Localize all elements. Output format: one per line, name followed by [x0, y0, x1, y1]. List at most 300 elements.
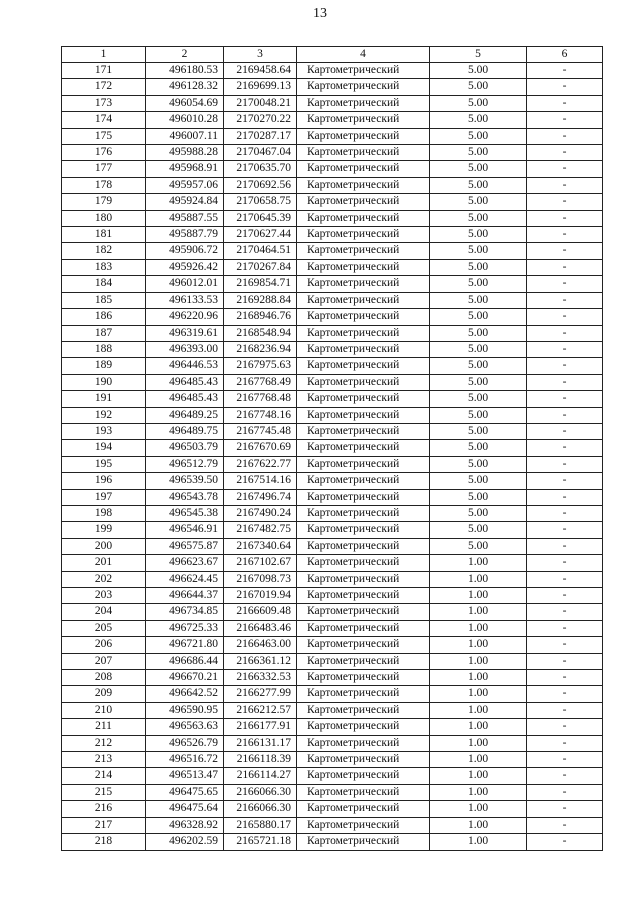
cell-coord-y: 2167340.64: [224, 538, 297, 554]
cell-note: -: [527, 719, 603, 735]
cell-coord-x: 496007.11: [146, 128, 224, 144]
table-row: [62, 95, 603, 111]
cell-note: -: [527, 112, 603, 128]
cell-note: -: [527, 79, 603, 95]
cell-point-number: 182: [62, 243, 146, 259]
cell-coord-x: 496543.78: [146, 489, 224, 505]
cell-note: -: [527, 555, 603, 571]
cell-method: Картометрический: [297, 817, 430, 833]
cell-coord-x: 496010.28: [146, 112, 224, 128]
cell-note: -: [527, 473, 603, 489]
cell-coord-y: 2166463.00: [224, 637, 297, 653]
cell-note: -: [527, 145, 603, 161]
table-row: [62, 325, 603, 341]
cell-method: Картометрический: [297, 505, 430, 521]
cell-method: Картометрический: [297, 456, 430, 472]
cell-accuracy: 5.00: [430, 489, 527, 505]
cell-method: Картометрический: [297, 63, 430, 79]
header-col-3: 3: [224, 47, 297, 63]
cell-method: Картометрический: [297, 227, 430, 243]
cell-coord-x: 495887.55: [146, 210, 224, 226]
cell-coord-y: 2167670.69: [224, 440, 297, 456]
cell-method: Картометрический: [297, 588, 430, 604]
cell-note: -: [527, 243, 603, 259]
cell-point-number: 193: [62, 423, 146, 439]
cell-accuracy: 1.00: [430, 670, 527, 686]
cell-coord-x: 496516.72: [146, 752, 224, 768]
cell-note: -: [527, 817, 603, 833]
cell-method: Картометрический: [297, 292, 430, 308]
cell-note: -: [527, 571, 603, 587]
cell-note: -: [527, 358, 603, 374]
cell-coord-x: 496644.37: [146, 588, 224, 604]
cell-note: -: [527, 505, 603, 521]
cell-point-number: 213: [62, 752, 146, 768]
cell-method: Картометрический: [297, 161, 430, 177]
cell-coord-x: 496734.85: [146, 604, 224, 620]
cell-point-number: 209: [62, 686, 146, 702]
table-row: [62, 374, 603, 390]
cell-method: Картометрический: [297, 210, 430, 226]
cell-coord-y: 2166361.12: [224, 653, 297, 669]
cell-accuracy: 1.00: [430, 604, 527, 620]
cell-method: Картометрический: [297, 145, 430, 161]
table-row: [62, 161, 603, 177]
cell-coord-y: 2166118.39: [224, 752, 297, 768]
table-row: [62, 210, 603, 226]
cell-method: Картометрический: [297, 325, 430, 341]
cell-coord-y: 2170635.70: [224, 161, 297, 177]
cell-coord-y: 2170627.44: [224, 227, 297, 243]
cell-method: Картометрический: [297, 784, 430, 800]
cell-accuracy: 5.00: [430, 456, 527, 472]
cell-method: Картометрический: [297, 752, 430, 768]
cell-point-number: 206: [62, 637, 146, 653]
cell-coord-y: 2166066.30: [224, 784, 297, 800]
cell-coord-y: 2170467.04: [224, 145, 297, 161]
cell-note: -: [527, 194, 603, 210]
cell-accuracy: 5.00: [430, 276, 527, 292]
cell-point-number: 186: [62, 309, 146, 325]
cell-coord-y: 2166609.48: [224, 604, 297, 620]
cell-method: Картометрический: [297, 112, 430, 128]
cell-accuracy: 5.00: [430, 423, 527, 439]
cell-coord-x: 496623.67: [146, 555, 224, 571]
cell-accuracy: 5.00: [430, 145, 527, 161]
cell-coord-y: 2170658.75: [224, 194, 297, 210]
cell-point-number: 202: [62, 571, 146, 587]
cell-accuracy: 5.00: [430, 227, 527, 243]
cell-coord-x: 496539.50: [146, 473, 224, 489]
cell-note: -: [527, 374, 603, 390]
cell-point-number: 175: [62, 128, 146, 144]
cell-method: Картометрический: [297, 440, 430, 456]
cell-accuracy: 5.00: [430, 177, 527, 193]
cell-coord-x: 495906.72: [146, 243, 224, 259]
cell-point-number: 218: [62, 834, 146, 850]
cell-coord-y: 2166177.91: [224, 719, 297, 735]
cell-point-number: 203: [62, 588, 146, 604]
cell-point-number: 208: [62, 670, 146, 686]
cell-point-number: 183: [62, 259, 146, 275]
cell-accuracy: 1.00: [430, 834, 527, 850]
cell-coord-x: 496128.32: [146, 79, 224, 95]
cell-accuracy: 5.00: [430, 63, 527, 79]
cell-method: Картометрический: [297, 620, 430, 636]
cell-point-number: 178: [62, 177, 146, 193]
cell-coord-y: 2169458.64: [224, 63, 297, 79]
table-row: [62, 719, 603, 735]
cell-note: -: [527, 210, 603, 226]
cell-method: Картометрический: [297, 128, 430, 144]
header-col-1: 1: [62, 47, 146, 63]
cell-method: Картометрический: [297, 391, 430, 407]
table-row: [62, 341, 603, 357]
cell-point-number: 172: [62, 79, 146, 95]
cell-coord-x: 495887.79: [146, 227, 224, 243]
cell-accuracy: 1.00: [430, 735, 527, 751]
cell-note: -: [527, 686, 603, 702]
cell-method: Картометрический: [297, 423, 430, 439]
cell-note: -: [527, 407, 603, 423]
cell-coord-y: 2166332.53: [224, 670, 297, 686]
cell-method: Картометрический: [297, 801, 430, 817]
cell-method: Картометрический: [297, 686, 430, 702]
cell-note: -: [527, 752, 603, 768]
cell-coord-y: 2169288.84: [224, 292, 297, 308]
cell-note: -: [527, 538, 603, 554]
table-row: [62, 505, 603, 521]
cell-note: -: [527, 128, 603, 144]
cell-accuracy: 5.00: [430, 259, 527, 275]
cell-method: Картометрический: [297, 670, 430, 686]
cell-coord-x: 496526.79: [146, 735, 224, 751]
cell-coord-x: 496624.45: [146, 571, 224, 587]
cell-method: Картометрический: [297, 374, 430, 390]
cell-note: -: [527, 95, 603, 111]
cell-coord-y: 2166066.30: [224, 801, 297, 817]
cell-point-number: 187: [62, 325, 146, 341]
cell-coord-x: 496670.21: [146, 670, 224, 686]
cell-accuracy: 5.00: [430, 358, 527, 374]
cell-note: -: [527, 227, 603, 243]
cell-accuracy: 1.00: [430, 653, 527, 669]
cell-coord-y: 2167768.48: [224, 391, 297, 407]
cell-accuracy: 1.00: [430, 702, 527, 718]
cell-point-number: 184: [62, 276, 146, 292]
cell-point-number: 192: [62, 407, 146, 423]
cell-point-number: 174: [62, 112, 146, 128]
cell-coord-x: 495988.28: [146, 145, 224, 161]
cell-note: -: [527, 489, 603, 505]
cell-note: -: [527, 637, 603, 653]
table-row: [62, 456, 603, 472]
cell-coord-x: 496503.79: [146, 440, 224, 456]
cell-coord-y: 2166277.99: [224, 686, 297, 702]
cell-note: -: [527, 834, 603, 850]
cell-point-number: 211: [62, 719, 146, 735]
cell-method: Картометрический: [297, 604, 430, 620]
cell-accuracy: 1.00: [430, 637, 527, 653]
cell-accuracy: 5.00: [430, 210, 527, 226]
cell-accuracy: 1.00: [430, 620, 527, 636]
cell-coord-y: 2167748.16: [224, 407, 297, 423]
cell-coord-x: 496012.01: [146, 276, 224, 292]
cell-point-number: 176: [62, 145, 146, 161]
cell-coord-x: 495924.84: [146, 194, 224, 210]
cell-point-number: 210: [62, 702, 146, 718]
cell-accuracy: 5.00: [430, 341, 527, 357]
cell-method: Картометрический: [297, 177, 430, 193]
cell-coord-y: 2170287.17: [224, 128, 297, 144]
cell-method: Картометрический: [297, 95, 430, 111]
cell-point-number: 197: [62, 489, 146, 505]
cell-note: -: [527, 325, 603, 341]
cell-method: Картометрический: [297, 194, 430, 210]
cell-coord-y: 2167745.48: [224, 423, 297, 439]
cell-coord-x: 496513.47: [146, 768, 224, 784]
cell-coord-x: 495968.91: [146, 161, 224, 177]
cell-point-number: 217: [62, 817, 146, 833]
cell-point-number: 190: [62, 374, 146, 390]
cell-note: -: [527, 161, 603, 177]
table-row: [62, 637, 603, 653]
cell-accuracy: 5.00: [430, 292, 527, 308]
cell-point-number: 180: [62, 210, 146, 226]
table-row: [62, 588, 603, 604]
cell-method: Картометрический: [297, 341, 430, 357]
cell-point-number: 189: [62, 358, 146, 374]
cell-method: Картометрический: [297, 473, 430, 489]
table-header-row: [62, 47, 603, 63]
cell-note: -: [527, 784, 603, 800]
table-row: [62, 604, 603, 620]
cell-coord-x: 496489.25: [146, 407, 224, 423]
cell-point-number: 181: [62, 227, 146, 243]
table-row: [62, 145, 603, 161]
table-row: [62, 63, 603, 79]
cell-note: -: [527, 670, 603, 686]
cell-accuracy: 5.00: [430, 522, 527, 538]
cell-point-number: 201: [62, 555, 146, 571]
table-row: [62, 292, 603, 308]
cell-note: -: [527, 620, 603, 636]
cell-accuracy: 5.00: [430, 128, 527, 144]
cell-point-number: 216: [62, 801, 146, 817]
cell-accuracy: 1.00: [430, 571, 527, 587]
table-row: [62, 128, 603, 144]
cell-accuracy: 1.00: [430, 752, 527, 768]
cell-accuracy: 5.00: [430, 538, 527, 554]
cell-coord-x: 496485.43: [146, 374, 224, 390]
cell-method: Картометрический: [297, 571, 430, 587]
table-row: [62, 177, 603, 193]
cell-accuracy: 5.00: [430, 112, 527, 128]
cell-coord-y: 2169699.13: [224, 79, 297, 95]
cell-method: Картометрический: [297, 79, 430, 95]
cell-coord-y: 2168946.76: [224, 309, 297, 325]
cell-coord-y: 2167768.49: [224, 374, 297, 390]
cell-coord-x: 496489.75: [146, 423, 224, 439]
cell-coord-x: 496721.80: [146, 637, 224, 653]
table-row: [62, 489, 603, 505]
cell-coord-y: 2166114.27: [224, 768, 297, 784]
cell-coord-x: 496590.95: [146, 702, 224, 718]
cell-note: -: [527, 292, 603, 308]
cell-coord-y: 2167098.73: [224, 571, 297, 587]
cell-point-number: 191: [62, 391, 146, 407]
cell-note: -: [527, 801, 603, 817]
cell-point-number: 212: [62, 735, 146, 751]
cell-coord-y: 2165880.17: [224, 817, 297, 833]
cell-note: -: [527, 63, 603, 79]
cell-coord-y: 2167019.94: [224, 588, 297, 604]
table-row: [62, 391, 603, 407]
cell-method: Картометрический: [297, 243, 430, 259]
cell-method: Картометрический: [297, 555, 430, 571]
cell-accuracy: 1.00: [430, 686, 527, 702]
cell-note: -: [527, 440, 603, 456]
cell-note: -: [527, 309, 603, 325]
cell-coord-y: 2167514.16: [224, 473, 297, 489]
cell-coord-y: 2170048.21: [224, 95, 297, 111]
table-row: [62, 620, 603, 636]
cell-accuracy: 5.00: [430, 79, 527, 95]
cell-coord-x: 496563.63: [146, 719, 224, 735]
cell-accuracy: 1.00: [430, 555, 527, 571]
cell-coord-x: 496485.43: [146, 391, 224, 407]
cell-coord-y: 2170692.56: [224, 177, 297, 193]
header-col-6: 6: [527, 47, 603, 63]
cell-point-number: 215: [62, 784, 146, 800]
cell-note: -: [527, 653, 603, 669]
table-row: [62, 555, 603, 571]
cell-point-number: 185: [62, 292, 146, 308]
table-row: [62, 522, 603, 538]
cell-coord-x: 496133.53: [146, 292, 224, 308]
cell-coord-y: 2166212.57: [224, 702, 297, 718]
table-row: [62, 752, 603, 768]
cell-note: -: [527, 456, 603, 472]
cell-point-number: 200: [62, 538, 146, 554]
cell-point-number: 194: [62, 440, 146, 456]
cell-point-number: 171: [62, 63, 146, 79]
cell-coord-x: 496220.96: [146, 309, 224, 325]
cell-accuracy: 1.00: [430, 801, 527, 817]
cell-coord-x: 496393.00: [146, 341, 224, 357]
cell-coord-y: 2166483.46: [224, 620, 297, 636]
cell-method: Картометрический: [297, 834, 430, 850]
cell-accuracy: 1.00: [430, 817, 527, 833]
cell-coord-y: 2167975.63: [224, 358, 297, 374]
cell-accuracy: 1.00: [430, 768, 527, 784]
cell-accuracy: 5.00: [430, 473, 527, 489]
cell-accuracy: 5.00: [430, 243, 527, 259]
table-row: [62, 79, 603, 95]
cell-note: -: [527, 735, 603, 751]
table-row: [62, 834, 603, 850]
cell-coord-y: 2170267.84: [224, 259, 297, 275]
table-body: [62, 63, 603, 851]
cell-coord-x: 496054.69: [146, 95, 224, 111]
cell-accuracy: 5.00: [430, 391, 527, 407]
header-col-5: 5: [430, 47, 527, 63]
cell-note: -: [527, 588, 603, 604]
cell-method: Картометрический: [297, 719, 430, 735]
table-row: [62, 801, 603, 817]
cell-point-number: 204: [62, 604, 146, 620]
cell-coord-x: 496475.64: [146, 801, 224, 817]
cell-coord-x: 496475.65: [146, 784, 224, 800]
table-row: [62, 309, 603, 325]
cell-coord-y: 2170645.39: [224, 210, 297, 226]
cell-point-number: 198: [62, 505, 146, 521]
cell-accuracy: 1.00: [430, 719, 527, 735]
cell-coord-x: 496686.44: [146, 653, 224, 669]
cell-note: -: [527, 702, 603, 718]
header-col-4: 4: [297, 47, 430, 63]
table-row: [62, 423, 603, 439]
cell-accuracy: 1.00: [430, 588, 527, 604]
cell-point-number: 207: [62, 653, 146, 669]
cell-accuracy: 5.00: [430, 95, 527, 111]
cell-accuracy: 1.00: [430, 784, 527, 800]
cell-note: -: [527, 259, 603, 275]
cell-accuracy: 5.00: [430, 505, 527, 521]
header-col-2: 2: [146, 47, 224, 63]
cell-coord-x: 496725.33: [146, 620, 224, 636]
cell-point-number: 173: [62, 95, 146, 111]
table-row: [62, 112, 603, 128]
cell-coord-y: 2170464.51: [224, 243, 297, 259]
cell-coord-y: 2167496.74: [224, 489, 297, 505]
cell-point-number: 214: [62, 768, 146, 784]
cell-accuracy: 5.00: [430, 407, 527, 423]
table-row: [62, 243, 603, 259]
cell-coord-y: 2167482.75: [224, 522, 297, 538]
cell-coord-x: 496545.38: [146, 505, 224, 521]
cell-method: Картометрический: [297, 276, 430, 292]
cell-method: Картометрический: [297, 407, 430, 423]
cell-note: -: [527, 391, 603, 407]
cell-coord-x: 496446.53: [146, 358, 224, 374]
cell-coord-x: 496202.59: [146, 834, 224, 850]
table-row: [62, 538, 603, 554]
cell-method: Картометрический: [297, 702, 430, 718]
cell-coord-x: 496512.79: [146, 456, 224, 472]
table-row: [62, 653, 603, 669]
cell-method: Картометрический: [297, 735, 430, 751]
cell-coord-x: 496319.61: [146, 325, 224, 341]
cell-method: Картометрический: [297, 259, 430, 275]
cell-point-number: 199: [62, 522, 146, 538]
cell-method: Картометрический: [297, 358, 430, 374]
cell-coord-y: 2166131.17: [224, 735, 297, 751]
cell-note: -: [527, 768, 603, 784]
cell-coord-y: 2167102.67: [224, 555, 297, 571]
cell-method: Картометрический: [297, 522, 430, 538]
table-row: [62, 735, 603, 751]
table-row: [62, 473, 603, 489]
cell-coord-x: 496642.52: [146, 686, 224, 702]
table-row: [62, 259, 603, 275]
cell-method: Картометрический: [297, 653, 430, 669]
table-row: [62, 686, 603, 702]
table-row: [62, 407, 603, 423]
cell-method: Картометрический: [297, 309, 430, 325]
cell-point-number: 179: [62, 194, 146, 210]
cell-coord-x: 496328.92: [146, 817, 224, 833]
